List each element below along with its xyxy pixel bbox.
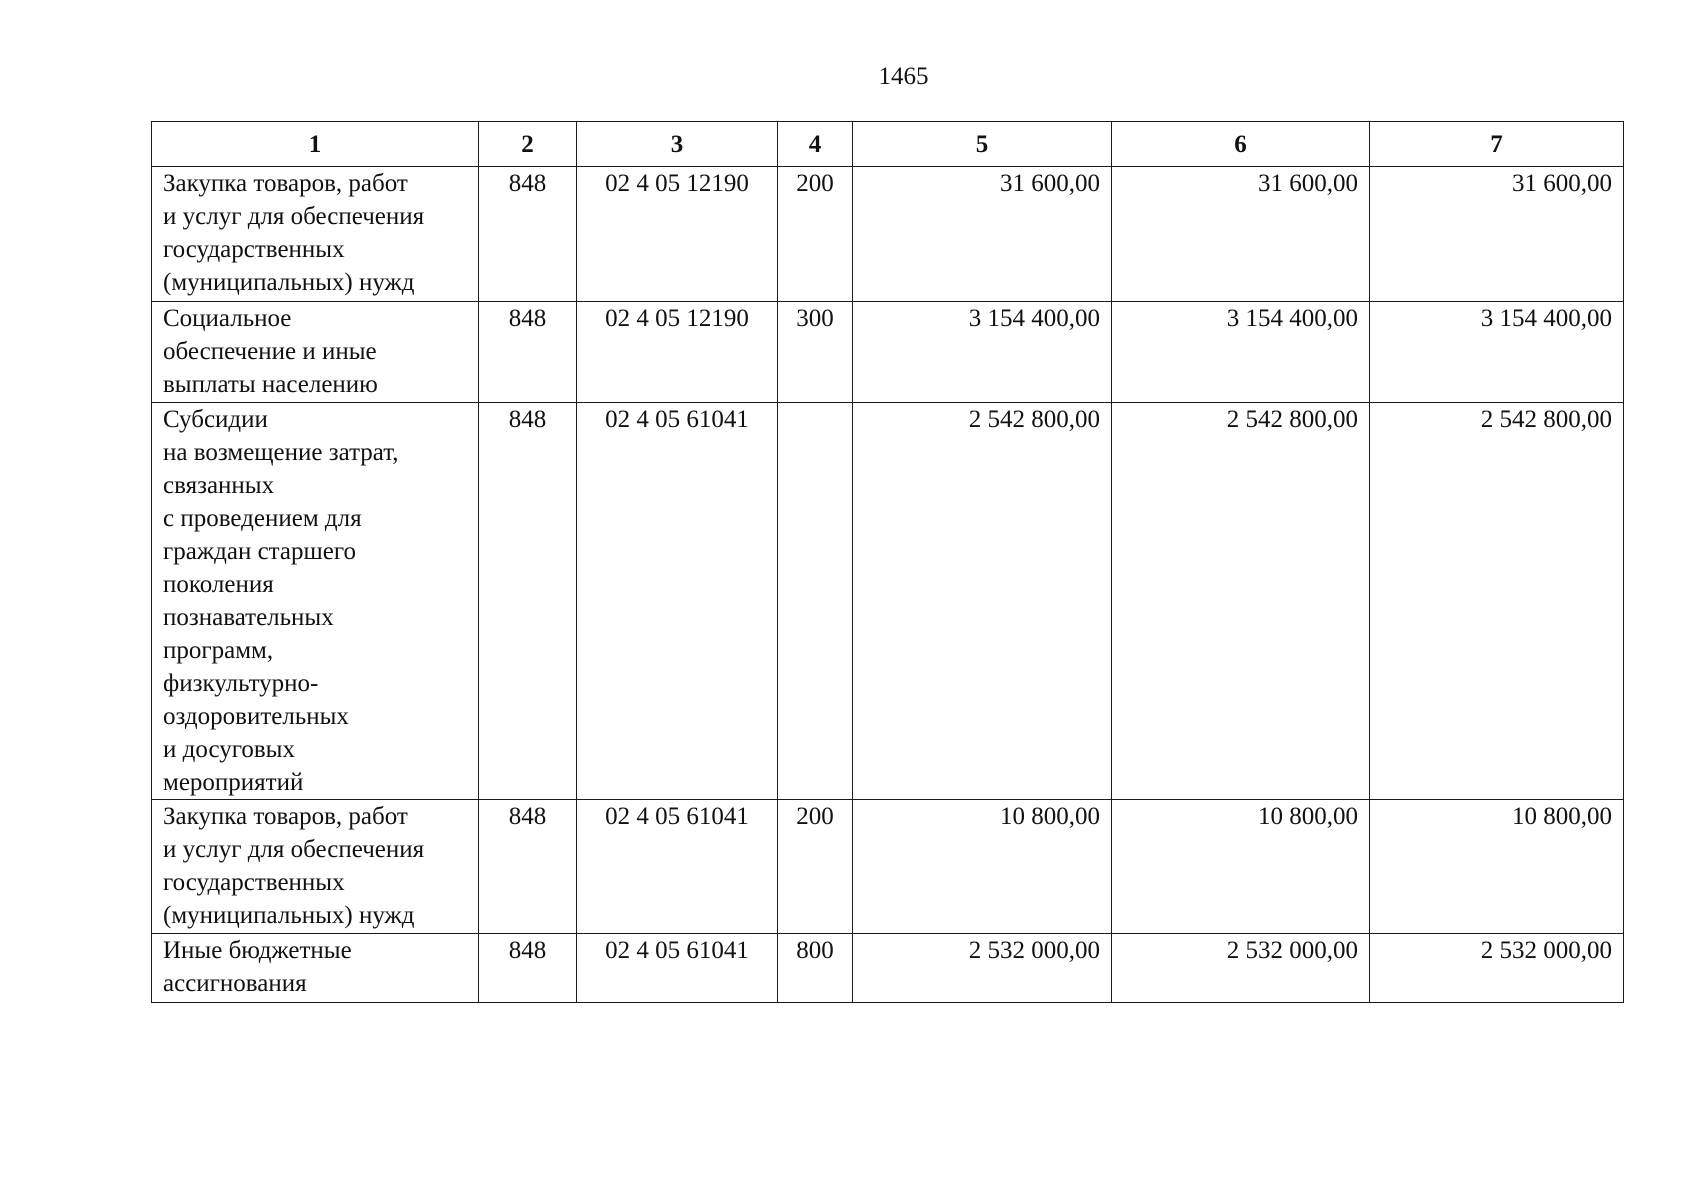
name-line: поколения <box>163 571 274 598</box>
row-name-cell <box>152 167 479 302</box>
amount-7-cell: 2 532 000,00 <box>1370 934 1624 1003</box>
amount-5-cell: 2 532 000,00 <box>853 934 1112 1003</box>
name-line: государственных <box>163 236 345 263</box>
name-line: и досуговых <box>163 736 295 763</box>
name-line: Иные бюджетные <box>163 937 352 964</box>
target-article-cell: 02 4 05 12190 <box>577 167 778 302</box>
amount-6-cell: 31 600,00 <box>1112 167 1370 302</box>
name-line: государственных <box>163 869 345 896</box>
name-line: Закупка товаров, работ <box>163 170 408 197</box>
amount-6-cell: 2 542 800,00 <box>1112 403 1370 800</box>
name-line: Субсидии <box>163 406 268 433</box>
name-line: физкультурно- <box>163 670 319 697</box>
target-article-cell: 02 4 05 61041 <box>577 934 778 1003</box>
name-line: Социальное <box>163 305 292 332</box>
ministry-code-cell: 848 <box>479 302 577 403</box>
expense-type-cell <box>778 403 853 800</box>
name-line: Закупка товаров, работ <box>163 803 408 830</box>
target-article-cell: 02 4 05 61041 <box>577 800 778 934</box>
column-header-1: 1 <box>152 122 479 167</box>
ministry-code-cell: 848 <box>479 403 577 800</box>
expense-type-cell: 800 <box>778 934 853 1003</box>
amount-5-cell: 3 154 400,00 <box>853 302 1112 403</box>
name-line: мероприятий <box>163 769 304 796</box>
name-line: и услуг для обеспечения <box>163 836 425 863</box>
amount-5-cell: 31 600,00 <box>853 167 1112 302</box>
budget-table <box>151 121 1624 1003</box>
amount-5-cell: 2 542 800,00 <box>853 403 1112 800</box>
amount-6-cell: 2 532 000,00 <box>1112 934 1370 1003</box>
amount-7-cell: 3 154 400,00 <box>1370 302 1624 403</box>
header-row <box>152 122 1624 167</box>
amount-7-cell: 2 542 800,00 <box>1370 403 1624 800</box>
row-name-cell <box>152 934 479 1003</box>
expense-type-cell: 300 <box>778 302 853 403</box>
name-line: программ, <box>163 637 274 664</box>
column-header-4: 4 <box>778 122 853 167</box>
expense-type-cell: 200 <box>778 800 853 934</box>
name-line: на возмещение затрат, <box>163 439 399 466</box>
ministry-code-cell: 848 <box>479 167 577 302</box>
table-row <box>152 934 1624 1003</box>
name-line: познавательных <box>163 604 334 631</box>
amount-5-cell: 10 800,00 <box>853 800 1112 934</box>
name-line: оздоровительных <box>163 703 349 730</box>
table-row <box>152 403 1624 800</box>
name-line: выплаты населению <box>163 371 378 398</box>
name-line: ассигнования <box>163 970 307 997</box>
target-article-cell: 02 4 05 12190 <box>577 302 778 403</box>
column-header-7: 7 <box>1370 122 1624 167</box>
column-header-6: 6 <box>1112 122 1370 167</box>
page-number: 1465 <box>878 63 929 90</box>
name-line: с проведением для <box>163 505 362 532</box>
row-name-cell <box>152 800 479 934</box>
column-header-5: 5 <box>853 122 1112 167</box>
table-row <box>152 800 1624 934</box>
name-line: (муниципальных) нужд <box>163 269 415 296</box>
table-row <box>152 167 1624 302</box>
name-line: граждан старшего <box>163 538 356 565</box>
ministry-code-cell: 848 <box>479 934 577 1003</box>
column-header-3: 3 <box>577 122 778 167</box>
amount-7-cell: 31 600,00 <box>1370 167 1624 302</box>
row-name-cell <box>152 403 479 800</box>
expense-type-cell: 200 <box>778 167 853 302</box>
amount-7-cell: 10 800,00 <box>1370 800 1624 934</box>
amount-6-cell: 10 800,00 <box>1112 800 1370 934</box>
table-row <box>152 302 1624 403</box>
row-name-cell <box>152 302 479 403</box>
target-article-cell: 02 4 05 61041 <box>577 403 778 800</box>
column-header-2: 2 <box>479 122 577 167</box>
name-line: (муниципальных) нужд <box>163 902 415 929</box>
name-line: обеспечение и иные <box>163 338 377 365</box>
amount-6-cell: 3 154 400,00 <box>1112 302 1370 403</box>
name-line: связанных <box>163 472 275 499</box>
ministry-code-cell: 848 <box>479 800 577 934</box>
name-line: и услуг для обеспечения <box>163 203 425 230</box>
